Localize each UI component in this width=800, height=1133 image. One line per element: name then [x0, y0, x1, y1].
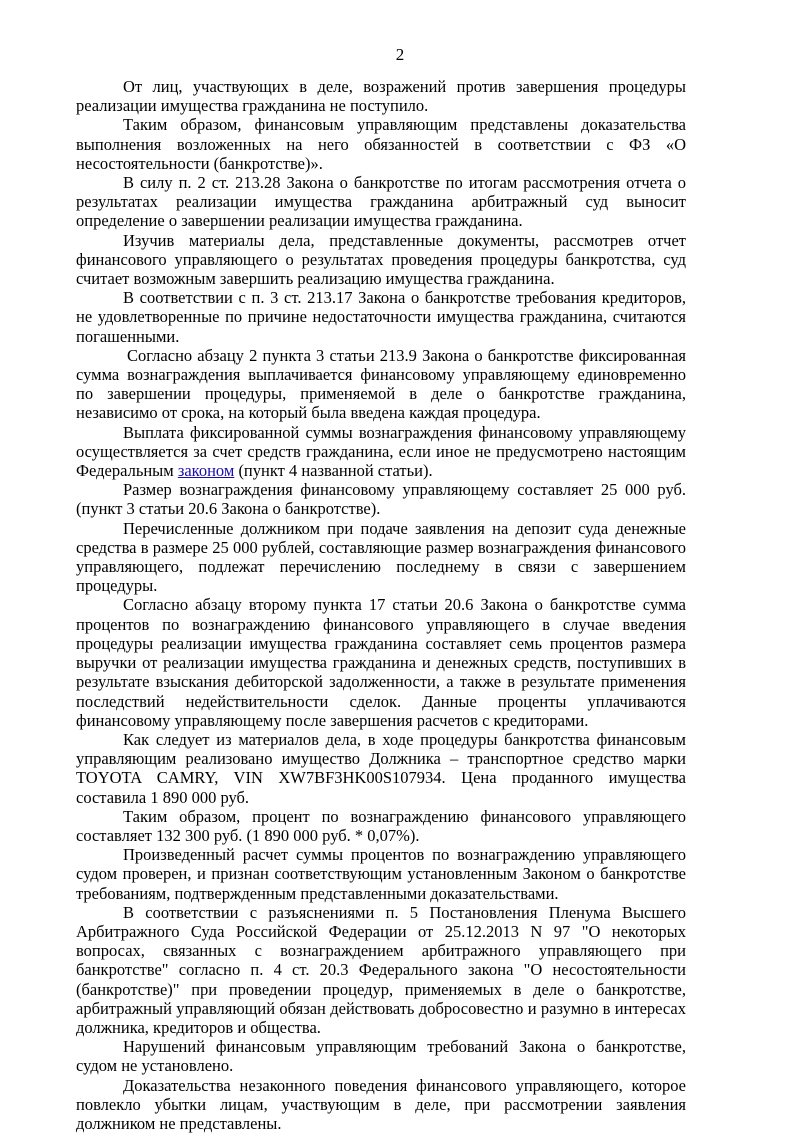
- paragraph-court-conclusion: Изучив материалы дела, представленные документы, рассмотрев отчет финансового управляющего о результатах проведения процедуры банкротства, суд считает возможным завершить реализацию имущества гражданина.: [76, 230, 686, 289]
- paragraph-calculation-verified: Произведенный расчет суммы процентов по вознаграждению управляющего судом проверен, и признан соответствующим установленным Законом о банкротстве требованиям, подтвержденным представленными доказательствами.: [76, 845, 686, 903]
- paragraph-no-objections: От лиц, участвующих в деле, возражений против завершения процедуры реализации имущества гражданина не поступило.: [76, 77, 686, 116]
- law-link[interactable]: законом: [177, 461, 235, 481]
- paragraph-no-violations: Нарушений финансовым управляющим требований Закона о банкротстве, судом не установлено.: [76, 1037, 686, 1076]
- paragraph-percent-calculation: Таким образом, процент по вознаграждению финансового управляющего составляет 132 300 руб. (1 890 000 руб. * 0,07%).: [76, 806, 686, 845]
- document-body: [76, 77, 686, 1133]
- paragraph-article-213-28: В силу п. 2 ст. 213.28 Закона о банкротстве по итогам рассмотрения отчета о результатах реализации имущества гражданина арбитражный суд выносит определение о завершении реализации имущества гражданина.: [76, 173, 686, 231]
- paragraph-article-213-17: В соответствии с п. 3 ст. 213.17 Закона о банкротстве требования кредиторов, не удовлетворенные по причине недостаточности имущества гражданина, считаются погашенными.: [76, 288, 686, 346]
- paragraph-plenum-resolution: В соответствии с разъяснениями п. 5 Постановления Пленума Высшего Арбитражного Суда Российской Федерации от 25.12.2013 N 97 "О некоторых вопросах, связанных с вознаграждением арбитражного управляющего при банкротстве" согласно п. 4 ст. 20.3 Федерального закона "О несостоятельности (банкротстве)" при проведении процедур, применяемых в деле о банкротстве, арбитражный управляющий обязан действовать добросовестно и разумно в интересах должника, кредиторов и общества.: [76, 902, 686, 1037]
- paragraph-payment-source-text: Выплата фиксированной суммы вознаграждения финансовому управляющему осуществляется за счет средств гражданина, если иное не предусмотрено настоящим Федеральным: [76, 422, 686, 481]
- paragraph-article-213-9: Согласно абзацу 2 пункта 3 статьи 213.9 Закона о банкротстве фиксированная сумма вознаграждения выплачивается финансовому управляющему единовременно по завершении процедуры, применяемой в деле о банкротстве гражданина, независимо от срока, на который была введена каждая процедура.: [76, 345, 686, 423]
- paragraph-payment-source: [76, 423, 686, 481]
- page-number: 2: [395, 45, 405, 64]
- paragraph-payment-source-tail: (пункт 4 названной статьи).: [234, 461, 433, 481]
- paragraph-evidence-presented: Таким образом, финансовым управляющим представлены доказательства выполнения возложенных на него обязанностей в соответствии с ФЗ «О несостоятельности (банкротстве)».: [76, 115, 686, 173]
- paragraph-fee-amount: Размер вознаграждения финансовому управляющему составляет 25 000 руб. (пункт 3 статьи 20.6 Закона о банкротстве).: [76, 480, 686, 519]
- paragraph-article-20-6: Согласно абзацу второму пункта 17 статьи 20.6 Закона о банкротстве сумма процентов по вознаграждению финансового управляющего в случае введения процедуры реализации имущества гражданина составляет семь процентов размера выручки от реализации имущества гражданина и денежных средств, поступивших в результате взыскания дебиторской задолженности, а также в результате применения последствий недействительности сделок. Данные проценты уплачиваются финансовому управляющему после завершения расчетов с кредиторами.: [76, 595, 686, 730]
- paragraph-deposit-transfer: Перечисленные должником при подаче заявления на депозит суда денежные средства в размере 25 000 рублей, составляющие размер вознаграждения финансового управляющего, подлежат перечислению последнему в связи с завершением процедуры.: [76, 518, 686, 596]
- paragraph-property-sold: Как следует из материалов дела, в ходе процедуры банкротства финансовым управляющим реализовано имущество Должника – транспортное средство марки TOYOTA CAMRY, VIN XW7BF3HK00S107934. Цена проданного имущества составила 1 890 000 руб.: [76, 729, 686, 807]
- paragraph-no-evidence-of-losses: Доказательства незаконного поведения финансового управляющего, которое повлекло убытки лицам, участвующим в деле, при рассмотрении заявления должником не представлены.: [76, 1075, 686, 1133]
